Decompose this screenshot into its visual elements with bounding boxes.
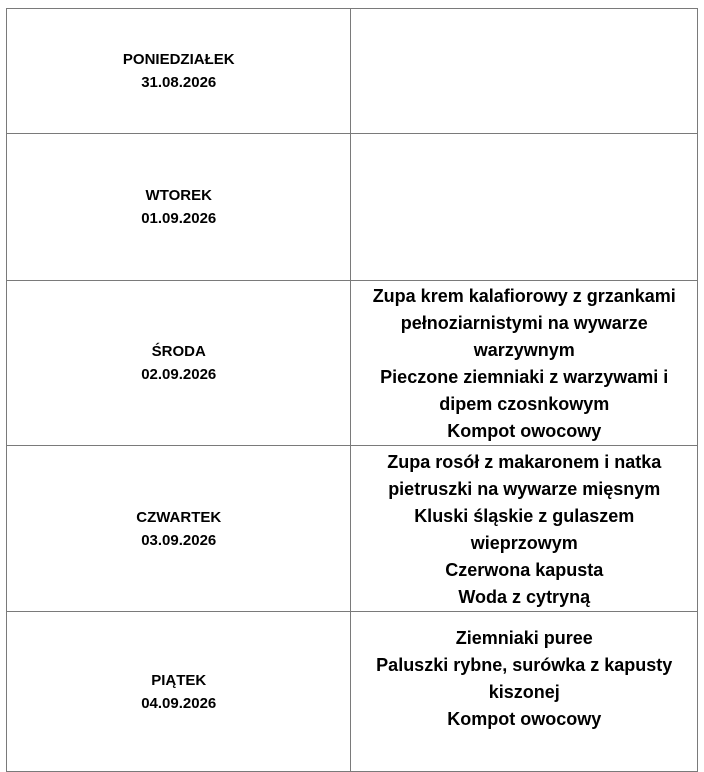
day-cell <box>7 9 351 134</box>
weekly-menu-table <box>6 8 698 772</box>
meal-cell <box>351 446 698 612</box>
meal-line: Zupa rosół z makaronem i natka <box>387 452 662 472</box>
day-date: 02.09.2026 <box>141 366 217 383</box>
day-date: 31.08.2026 <box>141 74 217 91</box>
meal-cell <box>351 281 698 446</box>
menu-row-friday <box>7 612 698 772</box>
day-date: 01.09.2026 <box>141 210 217 227</box>
menu-row-tuesday <box>7 134 698 281</box>
meal-cell-empty <box>351 9 698 134</box>
day-name: WTOREK <box>145 187 212 204</box>
meal-line: Kompot owocowy <box>447 709 602 729</box>
meal-line: kiszonej <box>488 682 560 702</box>
day-date: 03.09.2026 <box>141 531 217 549</box>
day-name: ŚRODA <box>151 343 206 360</box>
meal-line: dipem czosnkowym <box>439 394 610 414</box>
menu-row-wednesday <box>7 281 698 446</box>
meal-cell <box>351 612 698 772</box>
meal-line: Zupa krem kalafiorowy z grzankami <box>372 286 676 306</box>
meal-cell-empty <box>351 134 698 281</box>
day-date: 04.09.2026 <box>141 694 217 712</box>
day-name: PIĄTEK <box>151 671 207 689</box>
meal-line: warzywnym <box>473 340 575 360</box>
meal-line: Ziemniaki puree <box>455 628 593 648</box>
menu-row-monday <box>7 9 698 134</box>
day-name: PONIEDZIAŁEK <box>122 51 235 68</box>
meal-line: Kluski śląskie z gulaszem <box>414 506 635 526</box>
day-cell <box>7 612 351 772</box>
meal-line: Paluszki rybne, surówka z kapusty <box>376 655 673 675</box>
day-cell <box>7 134 351 281</box>
day-cell <box>7 281 351 446</box>
meal-line: Pieczone ziemniaki z warzywami i <box>380 367 669 387</box>
meal-line: Woda z cytryną <box>458 587 591 607</box>
meal-line: wieprzowym <box>470 533 578 553</box>
meal-line: Kompot owocowy <box>447 421 602 441</box>
meal-line: pełnoziarnistymi na wywarze <box>400 313 648 333</box>
meal-line: Czerwona kapusta <box>445 560 604 580</box>
menu-row-thursday <box>7 446 698 612</box>
meal-line: pietruszki na wywarze mięsnym <box>388 479 661 499</box>
day-cell <box>7 446 351 612</box>
day-name: CZWARTEK <box>136 508 222 526</box>
